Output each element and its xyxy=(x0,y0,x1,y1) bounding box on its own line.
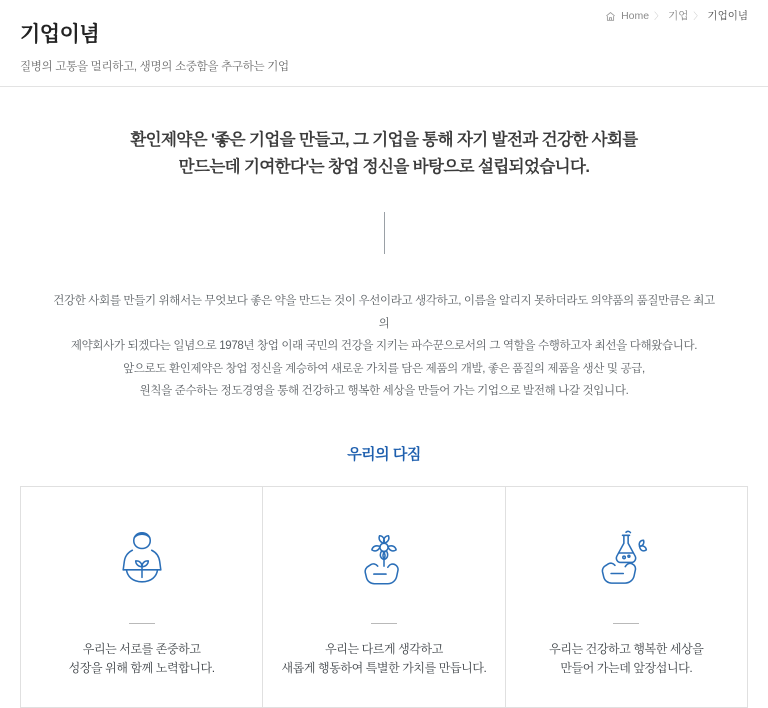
card-rule xyxy=(129,623,155,624)
breadcrumb-home[interactable]: Home xyxy=(621,9,650,22)
page-subtitle: 질병의 고통을 멀리하고, 생명의 소중함을 추구하는 기업 xyxy=(20,61,289,73)
body-line-1: 건강한 사회를 만들기 위해서는 무엇보다 좋은 약을 만드는 것이 우선이라고 생각하고, 이름을 알리지 못하더라도 의약품의 품질만큼은 최고의 xyxy=(53,295,715,330)
lead-line-2: 만드는데 기여한다'는 창업 정신을 바탕으로 설립되었습니다. xyxy=(178,157,590,176)
commitment-card xyxy=(263,487,505,707)
vertical-divider xyxy=(384,212,385,254)
breadcrumb xyxy=(605,8,748,23)
person-sprout-icon xyxy=(111,519,173,597)
lead-statement xyxy=(0,87,768,180)
card-text-line-2: 성장을 위해 함께 노력합니다. xyxy=(68,661,215,676)
page-title: 기업이념 xyxy=(20,23,100,46)
card-text-line-1: 우리는 서로를 존중하고 xyxy=(82,641,201,656)
commitment-card xyxy=(21,487,263,707)
card-text-line-2: 만들어 가는데 앞장섭니다. xyxy=(560,661,693,676)
lead-line-1: 환인제약은 '좋은 기업을 만들고, 그 기업을 통해 자기 발전과 건강한 사회를 xyxy=(130,131,638,149)
breadcrumb-separator-2: 〉 xyxy=(693,11,703,21)
breadcrumb-level-1[interactable]: 기업 xyxy=(668,10,689,22)
breadcrumb-separator-1: 〉 xyxy=(654,11,664,21)
body-line-3: 앞으로도 환인제약은 창업 정신을 계승하여 새로운 가치를 담은 제품의 개발, 좋은 품질의 제품을 생산 및 공급, xyxy=(123,362,645,375)
hand-flower-icon xyxy=(353,519,415,597)
page-header xyxy=(0,0,768,87)
body-line-2: 제약회사가 되겠다는 일념으로 1978년 창업 이래 국민의 건강을 지키는 파수꾼으로서의 그 역할을 수행하고자 최선을 다해왔습니다. xyxy=(70,340,698,353)
body-line-4: 원칙을 준수하는 정도경영을 통해 건강하고 행복한 세상을 만들어 가는 기업으로 발전해 나갈 것입니다. xyxy=(139,385,629,398)
section-heading: 우리의 다짐 xyxy=(347,445,421,463)
card-text-line-2: 새롭게 행동하여 특별한 가치를 만듭니다. xyxy=(281,661,487,676)
card-rule xyxy=(371,623,397,624)
commitment-card xyxy=(506,487,747,707)
card-text-line-1: 우리는 건강하고 행복한 세상을 xyxy=(549,641,704,656)
breadcrumb-current: 기업이념 xyxy=(707,10,748,22)
hand-flask-icon xyxy=(595,519,657,597)
card-text-line-1: 우리는 다르게 생각하고 xyxy=(325,641,443,656)
home-icon xyxy=(605,11,616,22)
body-copy xyxy=(0,254,768,402)
card-rule xyxy=(613,623,639,624)
commitment-card-list xyxy=(20,486,748,708)
